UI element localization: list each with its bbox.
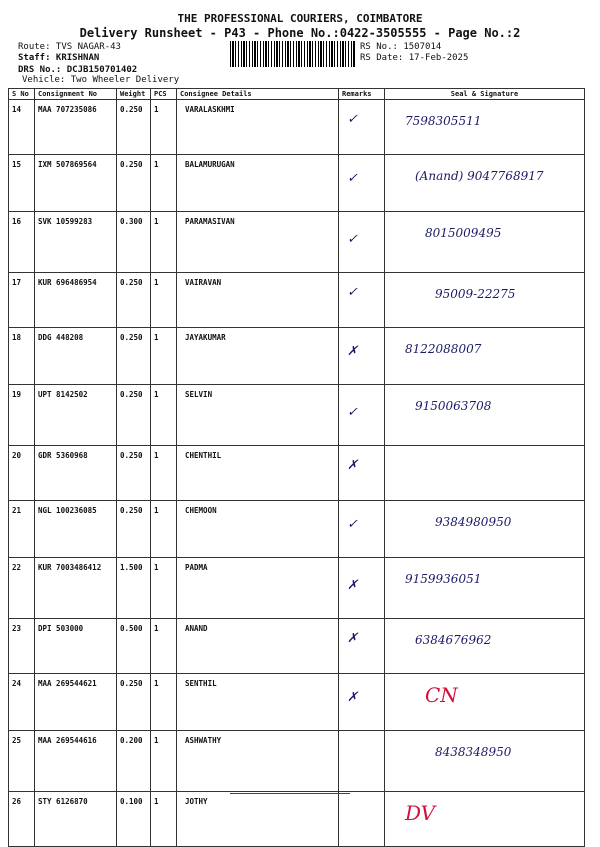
cell-sno: 15 bbox=[9, 155, 35, 212]
cell-weight: 0.250 bbox=[117, 674, 151, 731]
rs-date: RS Date: 17-Feb-2025 bbox=[360, 53, 469, 63]
cell-sno: 22 bbox=[9, 558, 35, 619]
cell-consignment: SVK 10599283 bbox=[35, 212, 117, 273]
cell-pcs: 1 bbox=[151, 674, 177, 731]
cell-sno: 19 bbox=[9, 385, 35, 446]
cell-signature: 9150063708 bbox=[385, 385, 585, 446]
col-sno: S No bbox=[9, 89, 35, 100]
cell-weight: 0.250 bbox=[117, 328, 151, 385]
cell-consignee: ANAND bbox=[177, 619, 339, 674]
cell-remark: ✗ bbox=[339, 619, 385, 674]
cell-consignee: CHENTHIL bbox=[177, 446, 339, 501]
cell-sno: 23 bbox=[9, 619, 35, 674]
cell-pcs: 1 bbox=[151, 731, 177, 792]
cell-consignment: DDG 448208 bbox=[35, 328, 117, 385]
cell-consignee: SELVIN bbox=[177, 385, 339, 446]
cell-signature: 8015009495 bbox=[385, 212, 585, 273]
cell-sno: 18 bbox=[9, 328, 35, 385]
cell-consignee: JOTHY bbox=[177, 792, 339, 847]
cell-sno: 16 bbox=[9, 212, 35, 273]
cell-consignment: MAA 269544621 bbox=[35, 674, 117, 731]
cell-weight: 0.250 bbox=[117, 273, 151, 328]
cell-weight: 0.100 bbox=[117, 792, 151, 847]
cell-consignee: VAIRAVAN bbox=[177, 273, 339, 328]
cell-consignee: SENTHIL bbox=[177, 674, 339, 731]
table-row bbox=[9, 446, 585, 501]
table-row bbox=[9, 273, 585, 328]
cell-sno: 24 bbox=[9, 674, 35, 731]
cell-weight: 0.250 bbox=[117, 100, 151, 155]
cell-remark: ✓ bbox=[339, 273, 385, 328]
cell-weight: 0.200 bbox=[117, 731, 151, 792]
cell-pcs: 1 bbox=[151, 212, 177, 273]
cell-signature bbox=[385, 446, 585, 501]
staff-label: Staff: KRISHNAN bbox=[18, 53, 100, 63]
cell-weight: 0.250 bbox=[117, 155, 151, 212]
col-weight: Weight bbox=[117, 89, 151, 100]
cell-consignee: BALAMURUGAN bbox=[177, 155, 339, 212]
cell-weight: 1.500 bbox=[117, 558, 151, 619]
cell-weight: 0.250 bbox=[117, 501, 151, 558]
table-row bbox=[9, 731, 585, 792]
cell-consignment: KUR 7003486412 bbox=[35, 558, 117, 619]
cell-signature: (Anand) 9047768917 bbox=[385, 155, 585, 212]
cell-weight: 0.250 bbox=[117, 385, 151, 446]
cell-weight: 0.500 bbox=[117, 619, 151, 674]
cell-consignment: UPT 8142502 bbox=[35, 385, 117, 446]
cell-pcs: 1 bbox=[151, 619, 177, 674]
cell-consignment: KUR 696486954 bbox=[35, 273, 117, 328]
cell-consignee: CHEMOON bbox=[177, 501, 339, 558]
cell-consignment: IXM 507869564 bbox=[35, 155, 117, 212]
table-row bbox=[9, 155, 585, 212]
cell-pcs: 1 bbox=[151, 385, 177, 446]
table-row bbox=[9, 100, 585, 155]
cell-pcs: 1 bbox=[151, 155, 177, 212]
cell-sno: 25 bbox=[9, 731, 35, 792]
cell-sno: 21 bbox=[9, 501, 35, 558]
cell-sno: 17 bbox=[9, 273, 35, 328]
route-label: Route: TVS NAGAR-43 bbox=[18, 42, 121, 52]
cell-sno: 20 bbox=[9, 446, 35, 501]
table-row bbox=[9, 385, 585, 446]
company-title: THE PROFESSIONAL COURIERS, COIMBATORE bbox=[177, 12, 423, 25]
footer-rule bbox=[230, 793, 350, 794]
cell-signature: 7598305511 bbox=[385, 100, 585, 155]
table-header bbox=[9, 89, 585, 100]
col-consignment: Consignment No bbox=[35, 89, 117, 100]
cell-signature: 8438348950 bbox=[385, 731, 585, 792]
cell-remark: ✓ bbox=[339, 385, 385, 446]
drs-label: DRS No.: DCJB150701402 bbox=[18, 65, 138, 75]
cell-weight: 0.300 bbox=[117, 212, 151, 273]
cell-pcs: 1 bbox=[151, 792, 177, 847]
cell-signature: 95009-22275 bbox=[385, 273, 585, 328]
cell-consignment: GDR 5360968 bbox=[35, 446, 117, 501]
cell-consignment: DPI 503000 bbox=[35, 619, 117, 674]
table-row bbox=[9, 674, 585, 731]
cell-pcs: 1 bbox=[151, 558, 177, 619]
col-signature: Seal & Signature bbox=[385, 89, 585, 100]
runsheet-table bbox=[8, 88, 585, 847]
cell-signature: CN bbox=[385, 674, 585, 731]
barcode bbox=[230, 41, 356, 67]
cell-consignment: NGL 100236085 bbox=[35, 501, 117, 558]
table-row bbox=[9, 212, 585, 273]
runsheet-title: Delivery Runsheet - P43 - Phone No.:0422-3505555 - Page No.:2 bbox=[79, 26, 521, 40]
cell-remark: ✓ bbox=[339, 155, 385, 212]
cell-consignee: PADMA bbox=[177, 558, 339, 619]
cell-weight: 0.250 bbox=[117, 446, 151, 501]
cell-remark: ✓ bbox=[339, 212, 385, 273]
cell-remark: ✓ bbox=[339, 501, 385, 558]
cell-remark bbox=[339, 731, 385, 792]
cell-remark: ✗ bbox=[339, 558, 385, 619]
vehicle-label: Vehicle: Two Wheeler Delivery bbox=[22, 75, 180, 85]
cell-consignee: PARAMASIVAN bbox=[177, 212, 339, 273]
cell-sno: 14 bbox=[9, 100, 35, 155]
cell-signature: 6384676962 bbox=[385, 619, 585, 674]
cell-consignee: VARALASKHMI bbox=[177, 100, 339, 155]
col-pcs: PCS bbox=[151, 89, 177, 100]
cell-remark: ✗ bbox=[339, 446, 385, 501]
cell-remark: ✗ bbox=[339, 674, 385, 731]
cell-pcs: 1 bbox=[151, 273, 177, 328]
cell-signature: DV bbox=[385, 792, 585, 847]
table-row bbox=[9, 501, 585, 558]
cell-pcs: 1 bbox=[151, 100, 177, 155]
rs-number: RS No.: 1507014 bbox=[360, 42, 442, 52]
table-row bbox=[9, 558, 585, 619]
cell-remark: ✗ bbox=[339, 328, 385, 385]
cell-consignment: MAA 707235086 bbox=[35, 100, 117, 155]
cell-sno: 26 bbox=[9, 792, 35, 847]
cell-consignee: JAYAKUMAR bbox=[177, 328, 339, 385]
cell-pcs: 1 bbox=[151, 446, 177, 501]
cell-signature: 9159936051 bbox=[385, 558, 585, 619]
cell-consignee: ASHWATHY bbox=[177, 731, 339, 792]
table-row bbox=[9, 328, 585, 385]
col-consignee: Consignee Details bbox=[177, 89, 339, 100]
cell-pcs: 1 bbox=[151, 328, 177, 385]
cell-remark: ✓ bbox=[339, 100, 385, 155]
cell-consignment: MAA 269544616 bbox=[35, 731, 117, 792]
cell-consignment: STY 6126870 bbox=[35, 792, 117, 847]
col-remarks: Remarks bbox=[339, 89, 385, 100]
cell-pcs: 1 bbox=[151, 501, 177, 558]
table-row bbox=[9, 619, 585, 674]
cell-signature: 9384980950 bbox=[385, 501, 585, 558]
cell-signature: 8122088007 bbox=[385, 328, 585, 385]
